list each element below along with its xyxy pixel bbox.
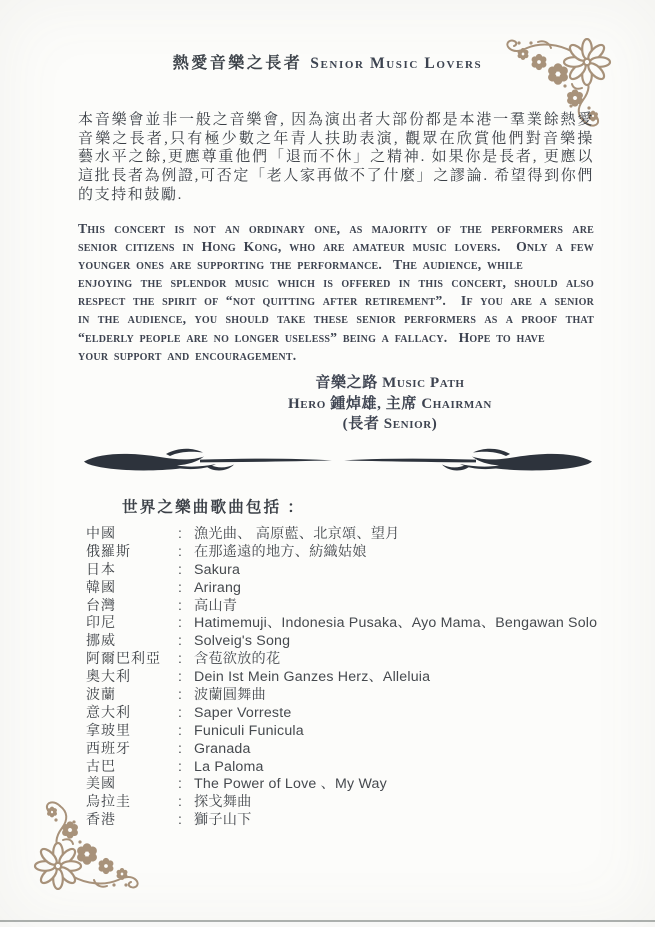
country-label: 中國 [86, 527, 116, 542]
program-row [86, 775, 631, 793]
paragraph-line: “elderly people are no longer useless” being a fallacy. Hope to have [78, 329, 545, 345]
colon-separator: : [178, 525, 182, 541]
country-label: 挪威 [86, 634, 116, 650]
paragraph-line: 藝水平之餘,更應尊重他們「退而不休」之精神. 如果你是長者, 更應以 [78, 149, 594, 166]
program-row [86, 650, 631, 668]
colon-separator: : [178, 793, 182, 810]
colon-separator: : [178, 578, 182, 595]
paragraph-line: 音樂之長者,只有極少數之年青人扶助表演, 觀眾在欣賞他們對音樂操 [78, 130, 594, 147]
program-row [86, 597, 631, 615]
program-row [86, 632, 631, 650]
song-list: Dein Ist Mein Ganzes Herz、Alleluia [194, 669, 431, 686]
attribution-line: 音樂之路 Music Path [315, 375, 465, 391]
country-label: 阿爾巴利亞 [86, 652, 161, 668]
attribution-block [200, 373, 580, 435]
song-list: 含苞欲放的花 [194, 651, 281, 668]
song-list: 漁光曲、 高原藍、北京頌、望月 [194, 526, 400, 542]
program-row [86, 740, 631, 758]
paragraph-line: respect the spirit of “not quitting after retirement”. If you are a senior [78, 293, 594, 309]
song-list: Sakura [194, 561, 241, 578]
song-list: The Power of Love 、My Way [194, 776, 387, 793]
country-label: 俄羅斯 [86, 544, 131, 560]
paragraph-line: This concert is not an ordinary one, as majority of the performers are [78, 221, 594, 236]
program-row [86, 614, 631, 632]
song-list: 波蘭圓舞曲 [194, 687, 266, 704]
page-title-chinese: 熱愛音樂之長者 [172, 55, 303, 72]
song-list: Arirang [194, 579, 242, 596]
program-row [86, 579, 631, 597]
intro-paragraph-english [78, 220, 594, 365]
country-label: 韓國 [86, 580, 116, 596]
colon-separator: : [178, 811, 182, 828]
song-list: 高山青 [194, 597, 238, 614]
colon-separator: : [178, 542, 182, 559]
colon-separator: : [178, 632, 182, 649]
paragraph-line: senior citizens in Hong Kong, who are amateur music lovers. Only a few [78, 239, 594, 255]
program-row [86, 686, 631, 704]
country-label: 波蘭 [86, 688, 116, 704]
colon-separator: : [178, 775, 182, 792]
country-label: 西班牙 [86, 741, 131, 757]
paragraph-line: your support and encouragement. [78, 347, 297, 363]
colon-separator: : [178, 596, 182, 613]
page-title [0, 50, 655, 73]
country-label: 古巴 [86, 759, 116, 775]
program-list [86, 525, 631, 829]
song-list: La Paloma [194, 758, 264, 775]
country-label: 印尼 [86, 616, 116, 632]
calligraphic-divider-icon [80, 445, 596, 479]
country-label: 拿玻里 [86, 723, 131, 739]
page-title-english: Senior Music Lovers [310, 55, 483, 72]
colon-separator: : [178, 721, 182, 738]
attribution-line: (長者 Senior) [342, 416, 438, 432]
song-list: Funiculi Funicula [194, 722, 304, 739]
scan-edge-strip [0, 922, 655, 927]
colon-separator: : [178, 739, 182, 756]
program-row [86, 543, 631, 561]
song-list: Hatimemuji、Indonesia Pusaka、Ayo Mama、Bengawan Solo [194, 615, 598, 632]
program-row [86, 758, 631, 776]
program-row [86, 722, 631, 740]
paragraph-line: 的支持和鼓勵. [78, 186, 183, 203]
colon-separator: : [178, 650, 182, 667]
song-list: 在那遙遠的地方、紡織姑娘 [194, 543, 367, 560]
colon-separator: : [178, 703, 182, 720]
attribution-line: Hero 鍾焯雄, 主席 Chairman [288, 395, 492, 412]
colon-separator: : [178, 560, 182, 577]
colon-separator: : [178, 757, 182, 774]
paragraph-line: younger ones are supporting the performance. The audience, while [78, 257, 523, 273]
country-label: 美國 [86, 777, 116, 793]
country-label: 台灣 [86, 598, 116, 614]
program-heading: 世界之樂曲歌曲包括 ： [122, 499, 306, 516]
song-list: Saper Vorreste [194, 704, 292, 721]
intro-paragraph-chinese [78, 111, 594, 205]
program-row [86, 704, 631, 722]
country-label: 日本 [86, 562, 116, 578]
country-label: 香港 [86, 813, 116, 829]
colon-separator: : [178, 668, 182, 685]
paragraph-line: enjoying the splendor music which is offered in this concert, should also [78, 275, 594, 291]
colon-separator: : [178, 614, 182, 631]
program-row [86, 561, 631, 579]
country-label: 烏拉圭 [86, 795, 131, 811]
country-label: 奧大利 [86, 670, 131, 686]
song-list: 探戈舞曲 [194, 794, 252, 811]
program-row [86, 525, 631, 543]
program-row [86, 793, 631, 811]
paragraph-line: 這批長者為例證,可否定「老人家再做不了什麼」之謬論. 希望得到你們 [78, 168, 594, 185]
song-list: Granada [194, 740, 251, 757]
program-row [86, 811, 631, 829]
paragraph-line: 本音樂會並非一般之音樂會, 因為演出者大部份都是本港一羣業餘熱愛 [78, 112, 594, 128]
song-list: 獅子山下 [194, 812, 252, 829]
song-list: Solveig's Song [194, 633, 291, 650]
program-row [86, 668, 631, 686]
country-label: 意大利 [86, 705, 131, 721]
paragraph-line: in the audience, you should take these senior performers as a proof that [78, 311, 594, 327]
colon-separator: : [178, 686, 182, 703]
